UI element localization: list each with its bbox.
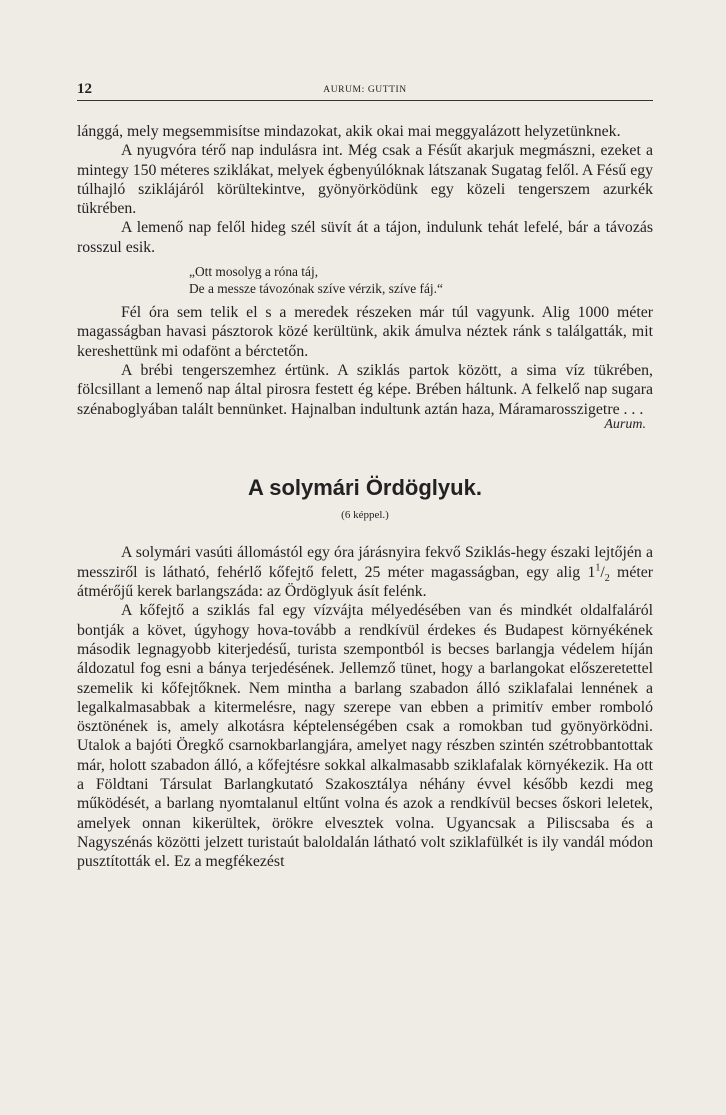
- page-number: 12: [77, 81, 92, 97]
- paragraph: A nyugvóra térő nap indulásra int. Még csak a Fésűt akarjuk megmászni, ezeket a mintegy 150 méteres sziklákat, melyek égbenyúlóknak látszanak Sugatag felől. A Fésű egy túlhajló sziklájáról körültekintve, gyönyörködünk egy közeli tengerszem azurkék tükrében.: [77, 142, 653, 218]
- paragraph: A kőfejtő a sziklás fal egy vízvájta mélyedésében van és mindkét oldalfaláról bontják a követ, úgyhogy hova-tovább a rendkívül érdekes és Budapest környékének második legnagyobb kiterjedésű, turista szempontból is becses barlangja védelem híján áldozatul fog esni a bánya terjedésének. Jellemző tünet, hogy a barlangokat előszeretettel szemelik ki kőfejtőknek. Nem mintha a barlang szabadon álló sziklafalai lennének a legalkalmasabbak a kitermelésre, nagy szerepe van ebben a primitív ember romboló ösztönének is, amely alkotásra képtelenségében csak a romokban tud gyönyörködni. Utalok a bajóti Öregkő csarnokbarlangjára, amelyet nagy részben szintén szétrobbantottak már, holott szabadon álló, a kőfejtésre sokkal alkalmasabb sziklafalak környékezik. Ha ott a Földtani Társulat Barlangkutató Szakosztálya néhány évvel később kezdi meg működését, a barlang nyomtalanul eltűnt volna és azok a rendkívül becses őskori leletek, amelyek onnan kikerültek, örökre elvesztek volna. Ugyancsak a Piliscsaba és a Nagyszénás közötti jelzett turistaút baloldalán látható volt sziklafülkét is ily vandál módon pusztították el. Ez a megfékezést: [77, 602, 653, 871]
- text-run: méter átmérőjű kerek barlangszáda: az Ördöglyuk ásít felénk.: [77, 563, 653, 601]
- paragraph: A brébi tengerszemhez értünk. A sziklás partok között, a sima víz tükrében, fölcsillant a lemenő nap által pirosra festett ég képe. Brében háltunk. A felkelő nap sugara szénaboglyában talált bennünket. Hajnalban indultunk aztán haza, Máramarosszigetre . . .: [77, 361, 653, 418]
- paragraph: A solymári vasúti állomástól egy óra járásnyira fekvő Sziklás-hegy északi lejtőjén a messziről is látható, fehérlő kőfejtő felett, 25 méter magasságban, egy alig $1^1/_2$ méter átmérőjű kerek barlangszáda: az Ördöglyuk ásít felénk.: [77, 544, 653, 601]
- page-header: [77, 78, 653, 101]
- poem-quote: [189, 263, 653, 297]
- running-head: AURUM: GUTTIN: [323, 85, 407, 95]
- text-run: A solymári vasúti állomástól egy óra járásnyira fekvő Sziklás-hegy északi lejtőjén a messziről is látható, fehérlő kőfejtő felett, 25 méter magasságban, egy alig 1: [77, 544, 653, 581]
- paragraph: A lemenő nap felől hideg szél süvít át a tájon, indulunk tehát lefelé, bár a távozás rosszul esik.: [77, 219, 653, 256]
- page-body: [77, 122, 653, 872]
- fraction-numerator: 1: [595, 562, 601, 574]
- poem-line: De a messze távozónak szíve vérzik, szíve fáj.“: [189, 281, 443, 297]
- fraction-denominator: 2: [604, 572, 610, 584]
- article-subtitle: (6 képpel.): [341, 509, 389, 522]
- article-title: A solymári Ördöglyuk.: [248, 475, 482, 501]
- paragraph: lánggá, mely megsemmisítse mindazokat, akik okai mai meggyalázott helyzetünknek.: [77, 123, 621, 140]
- author-signature: Aurum.: [604, 416, 646, 432]
- poem-line: „Ott mosolyg a róna táj,: [189, 264, 319, 280]
- paragraph: Fél óra sem telik el s a meredek részeken már túl vagyunk. Alig 1000 méter magasságban havasi pásztorok közé kerültünk, akik ámulva néztek ránk s találgatták, mit kereshettünk mi odafönt a bérctetőn.: [77, 304, 653, 360]
